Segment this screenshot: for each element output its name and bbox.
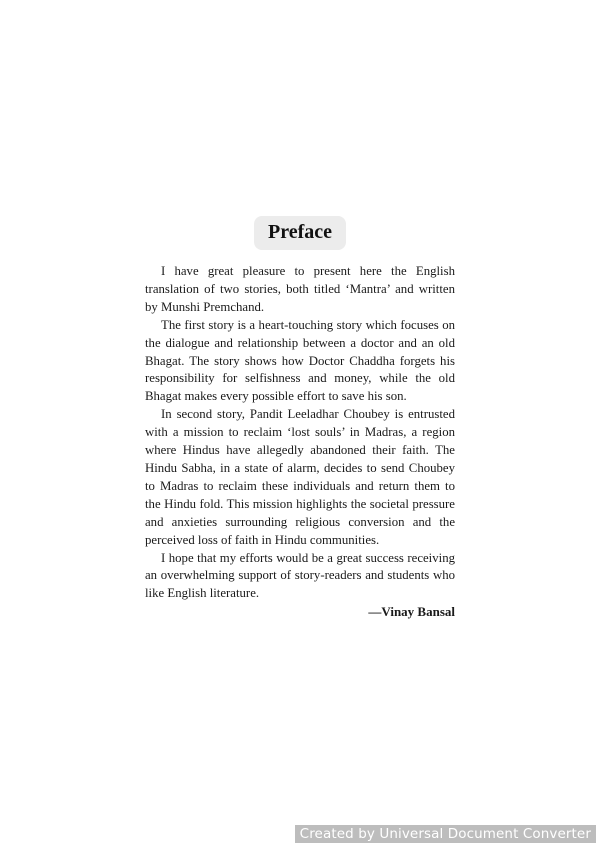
preface-body	[145, 263, 455, 621]
paragraph-2: The first story is a heart-touching story which focuses on the dialogue and relationship between a doctor and an old Bhagat. The story shows how Doctor Chaddha forgets his responsibility for selfishness and money, while the old Bhagat makes every possible effort to save his son.	[145, 317, 455, 404]
paragraph-3: In second story, Pandit Leeladhar Choubey is entrusted with a mission to reclaim ‘lost souls’ in Madras, a region where Hindus have allegedly abandoned their faith. The Hindu Sabha, in a state of alarm, decides to send Choubey to Madras to reclaim these individuals and return them to the Hindu fold. This mission highlights the societal pressure and anxieties surrounding religious conversion and the perceived loss of faith in Hindu communities.	[145, 407, 455, 547]
converter-watermark: Created by Universal Document Converter	[295, 825, 596, 843]
paragraph-1: I have great pleasure to present here the English translation of two stories, both titled ‘Mantra’ and written by Munshi Premchand.	[145, 264, 455, 314]
title-wrapper	[0, 216, 600, 250]
paragraph-4: I hope that my efforts would be a great success receiving an overwhelming support of story-readers and students who like English literature.	[145, 550, 455, 601]
page-title: Preface	[254, 216, 346, 250]
author-signature: —Vinay Bansal	[368, 604, 455, 620]
